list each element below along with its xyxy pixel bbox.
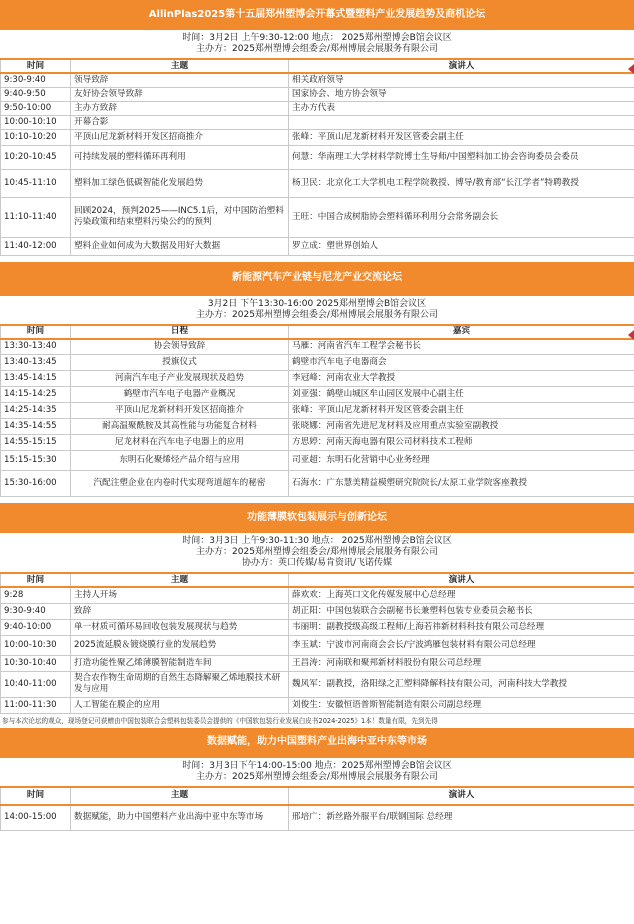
time-cell: 9:50-10:00 [1, 101, 71, 115]
table-row [1, 635, 634, 655]
speaker-cell: 王旺：中国合成树脂协会塑料循环利用分会常务副会长 [289, 197, 634, 237]
speaker-cell [289, 115, 634, 129]
table-row [1, 169, 634, 197]
table-row [1, 451, 634, 471]
column-header: 日程 [71, 325, 289, 339]
column-header: 演讲人 [289, 573, 634, 587]
column-header: 时间 [1, 787, 71, 805]
topic-cell: 人工智能在膜企的应用 [71, 697, 289, 713]
table-row [1, 237, 634, 255]
topic-cell: 东明石化聚烯烃产品介绍与应用 [71, 451, 289, 471]
topic-cell: 河南汽车电子产业发展现状及趋势 [71, 371, 289, 387]
topic-cell: 汽配注塑企业在内卷时代实现弯道超车的秘密 [71, 471, 289, 497]
section4-banner: 数据赋能，助力中国塑料产业出海中亚中东等市场 [0, 728, 634, 758]
section4-info-line: 时间：3月3日下午14:00-15:00 地点：2025郑州塑博会B馆会议区 [182, 760, 452, 771]
table-row [1, 101, 634, 115]
column-header: 主题 [71, 59, 289, 73]
topic-cell: 单一材质可循环易回收包装发展现状与趋势 [71, 619, 289, 635]
table-header-row [1, 787, 634, 805]
table-row [1, 387, 634, 403]
time-cell: 13:45-14:15 [1, 371, 71, 387]
topic-cell: 平顶山尼龙新材料开发区招商推介 [71, 129, 289, 145]
column-header: 主题 [71, 787, 289, 805]
topic-cell: 开幕合影 [71, 115, 289, 129]
topic-cell: 平顶山尼龙新材料开发区招商推介 [71, 403, 289, 419]
time-cell: 15:30-16:00 [1, 471, 71, 497]
time-cell: 10:30-10:40 [1, 655, 71, 671]
section2-block [0, 262, 634, 504]
section1-table [0, 58, 634, 256]
speaker-cell: 王昌涛：河南联和聚邦新材料股份有限公司总经理 [289, 655, 634, 671]
table-row [1, 87, 634, 101]
time-cell: 9:40-10:00 [1, 619, 71, 635]
table-row [1, 619, 634, 635]
speaker-cell: 马雁：河南省汽车工程学会秘书长 [289, 339, 634, 355]
section1-info-line: 时间：3月2日 上午9:30-12:00 地点： 2025郑州塑博会B馆会议区 [182, 33, 452, 43]
speaker-cell: 李冠峰：河南农业大学教授 [289, 371, 634, 387]
time-cell: 11:10-11:40 [1, 197, 71, 237]
table-header-row [1, 59, 634, 73]
table-row [1, 419, 634, 435]
time-cell: 9:30-9:40 [1, 603, 71, 619]
section1-info-line: 主办方：2025郑州塑博会组委会/郑州博展会展服务有限公司 [196, 44, 438, 54]
time-cell: 10:00-10:30 [1, 635, 71, 655]
table-row [1, 403, 634, 419]
column-header: 嘉宾 [289, 325, 634, 339]
column-header: 时间 [1, 573, 71, 587]
table-header-row [1, 325, 634, 339]
speaker-cell: 刘亚强：鹤壁山城区牟山园区发展中心副主任 [289, 387, 634, 403]
topic-cell: 鹤壁市汽车电子电器产业概况 [71, 387, 289, 403]
time-cell: 14:00-15:00 [1, 805, 71, 831]
time-cell: 10:20-10:45 [1, 145, 71, 169]
table-row [1, 471, 634, 497]
column-header: 主题 [71, 573, 289, 587]
topic-cell: 领导致辞 [71, 73, 289, 87]
speaker-cell: 主办方代表 [289, 101, 634, 115]
topic-cell: 耐高温聚酰胺及其高性能与功能复合材料 [71, 419, 289, 435]
section1-block [0, 0, 634, 262]
speaker-cell: 司亚超：东明石化营销中心业务经理 [289, 451, 634, 471]
table-row [1, 355, 634, 371]
topic-cell: 塑料企业如何成为大数据及用好大数据 [71, 237, 289, 255]
section2-table [0, 324, 634, 498]
table-row [1, 655, 634, 671]
section3-info-line: 协办方：英口传媒/易肯资讯/飞诺传媒 [241, 558, 393, 568]
column-header: 时间 [1, 59, 71, 73]
section1-info [0, 30, 634, 58]
time-cell: 9:40-9:50 [1, 87, 71, 101]
time-cell: 11:40-12:00 [1, 237, 71, 255]
time-cell: 14:35-14:55 [1, 419, 71, 435]
corner-marker-icon [628, 330, 634, 340]
section-spacer [0, 831, 634, 837]
speaker-cell: 罗立成：塑世界创始人 [289, 237, 634, 255]
speaker-cell: 相关政府领导 [289, 73, 634, 87]
section3-table [0, 572, 634, 714]
speaker-cell: 杨卫民：北京化工大学机电工程学院教授、博导/教育部“长江学者”特聘教授 [289, 169, 634, 197]
table-row [1, 671, 634, 697]
section3-banner: 功能薄膜软包装展示与创新论坛 [0, 503, 634, 533]
section3-info-line: 主办方：2025郑州塑博会组委会/郑州博展会展服务有限公司 [196, 547, 438, 557]
time-cell: 15:15-15:30 [1, 451, 71, 471]
corner-marker-icon [628, 64, 634, 74]
column-header: 演讲人 [289, 59, 634, 73]
table-row [1, 435, 634, 451]
table-row [1, 805, 634, 831]
time-cell: 10:10-10:20 [1, 129, 71, 145]
table-row [1, 371, 634, 387]
table-row [1, 197, 634, 237]
table-header-row [1, 573, 634, 587]
section1-banner: AllinPlas2025第十五届郑州塑博会开幕式暨塑料产业发展趋势及商机论坛 [0, 0, 634, 30]
speaker-cell: 何慧：华南理工大学材料学院博士生导师/中国塑料加工协会咨询委员会委员 [289, 145, 634, 169]
topic-cell: 致辞 [71, 603, 289, 619]
topic-cell: 2025流延膜＆镀烧膜行业的发展趋势 [71, 635, 289, 655]
time-cell: 13:30-13:40 [1, 339, 71, 355]
column-header: 时间 [1, 325, 71, 339]
column-header: 演讲人 [289, 787, 634, 805]
section4-table [0, 786, 634, 832]
speaker-cell: 刘俊生：安徽恒语普斯智能制造有限公司副总经理 [289, 697, 634, 713]
section4-info-line: 主办方：2025郑州塑博会组委会/郑州博展会展服务有限公司 [196, 771, 438, 782]
time-cell: 14:25-14:35 [1, 403, 71, 419]
time-cell: 10:45-11:10 [1, 169, 71, 197]
table-row [1, 115, 634, 129]
time-cell: 9:30-9:40 [1, 73, 71, 87]
topic-cell: 主持人开场 [71, 587, 289, 603]
section2-info-line: 主办方：2025郑州塑博会组委会/郑州博展会展服务有限公司 [196, 309, 438, 320]
speaker-cell: 张峰：平顶山尼龙新材料开发区管委会副主任 [289, 129, 634, 145]
section3-block [0, 503, 634, 728]
time-cell: 10:40-11:00 [1, 671, 71, 697]
table-row [1, 145, 634, 169]
speaker-cell: 胡正阳：中国包装联合会副秘书长兼塑料包装专业委员会秘书长 [289, 603, 634, 619]
table-row [1, 73, 634, 87]
section3-info [0, 533, 634, 572]
topic-cell: 主办方致辞 [71, 101, 289, 115]
speaker-cell: 薛欢欢：上海英口文化传媒发展中心总经理 [289, 587, 634, 603]
speaker-cell: 张晓娜：河南省先进尼龙材料及应用重点实验室副教授 [289, 419, 634, 435]
speaker-cell: 石海水：广东慧美精益模塑研究院院长/太原工业学院客座教授 [289, 471, 634, 497]
time-cell: 9:28 [1, 587, 71, 603]
table-row [1, 697, 634, 713]
section3-note: 参与本次论坛的观众，现场登记可获赠由中国包装联合会塑料包装委员会提供的《中国软包装行业发展白皮书2024-2025》1本！数量有限，先到先得 [2, 716, 438, 725]
section2-info-line: 3月2日 下午13:30-16:00 2025郑州塑博会B馆会议区 [207, 298, 427, 309]
topic-cell: 可持续发展的塑料循环再利用 [71, 145, 289, 169]
section4-info [0, 758, 634, 786]
section2-info [0, 296, 634, 324]
time-cell: 14:55-15:15 [1, 435, 71, 451]
speaker-cell: 邢培广：新丝路外服平台/联钢国际 总经理 [289, 805, 634, 831]
speaker-cell: 张峰：平顶山尼龙新材料开发区管委会副主任 [289, 403, 634, 419]
time-cell: 14:15-14:25 [1, 387, 71, 403]
topic-cell: 尼龙材料在汽车电子电器上的应用 [71, 435, 289, 451]
topic-cell: 数据赋能，助力中国塑料产业出海中亚中东等市场 [71, 805, 289, 831]
speaker-cell: 方思婷：河南天海电器有限公司材料技术工程师 [289, 435, 634, 451]
section3-info-line: 时间：3月3日 上午9:30-11:30 地点： 2025郑州塑博会B馆会议区 [182, 536, 452, 546]
topic-cell: 打造功能性聚乙烯薄膜智能制造车间 [71, 655, 289, 671]
table-row [1, 603, 634, 619]
speaker-cell: 国家协会、地方协会领导 [289, 87, 634, 101]
topic-cell: 友好协会领导致辞 [71, 87, 289, 101]
topic-cell: 回顾2024，预判2025——INC5.1后，对中国防治塑料污染政策和结束塑料污染公约的预判 [71, 197, 289, 237]
speaker-cell: 魏风军：副教授，洛阳绿之汇塑料降解科技有限公司，河南科技大学教授 [289, 671, 634, 697]
table-row [1, 129, 634, 145]
time-cell: 13:40-13:45 [1, 355, 71, 371]
time-cell: 11:00-11:30 [1, 697, 71, 713]
topic-cell: 契合农作物生命周期的自然生态降解聚乙烯地膜技术研发与应用 [71, 671, 289, 697]
speaker-cell: 李玉斌：宁波市河南商会会长/宁波鸿雁包装材料有限公司总经理 [289, 635, 634, 655]
speaker-cell: 韦丽明：副教授级高级工程师/上海若祎新材料科技有限公司总经理 [289, 619, 634, 635]
section2-banner: 新能源汽车产业链与尼龙产业交流论坛 [0, 262, 634, 296]
table-row [1, 587, 634, 603]
speaker-cell: 鹤壁市汽车电子电器商会 [289, 355, 634, 371]
topic-cell: 授旗仪式 [71, 355, 289, 371]
table-row [1, 339, 634, 355]
topic-cell: 塑料加工绿色低碳智能化发展趋势 [71, 169, 289, 197]
topic-cell: 协会领导致辞 [71, 339, 289, 355]
section4-block [0, 728, 634, 838]
time-cell: 10:00-10:10 [1, 115, 71, 129]
